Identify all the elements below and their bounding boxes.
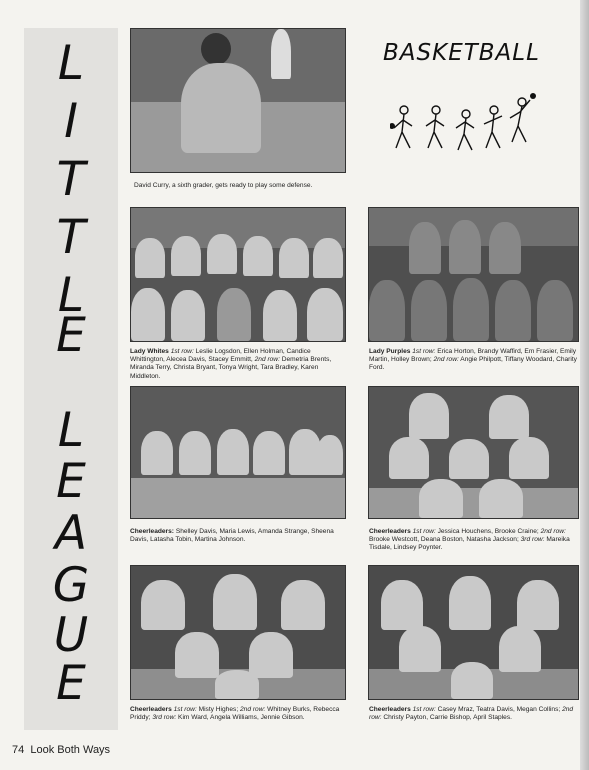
row-label: 1st row: [412, 706, 436, 713]
row-label: 1st row: [412, 348, 436, 355]
row-label: 1st row: [173, 706, 197, 713]
lady-purples-caption [369, 348, 577, 373]
row-names: Leslie Logsdon, Ellen Holman, Candice Whittington, Alecea Davis, Stacey Emmitt, [130, 348, 311, 364]
row-label: 1st row: [412, 528, 436, 535]
team-name: Cheerleaders [369, 528, 411, 535]
cheerleaders-caption-3 [130, 706, 346, 722]
heading-letter: L [57, 36, 85, 91]
row-label: 2nd row: [369, 706, 574, 722]
heading-letter: A [54, 506, 88, 561]
row-label: 3rd row: [520, 536, 545, 544]
basketball-players-icon [390, 92, 540, 164]
cheerleaders-photo-3 [130, 565, 346, 700]
cheerleaders-photo-2 [368, 386, 579, 519]
row-names: Kim Ward, Angela Williams, Jennie Gibson. [178, 714, 305, 722]
cheerleaders-caption-1 [130, 528, 346, 544]
row-label: 1st row: [170, 348, 194, 355]
row-names: Brooke Westcott, Deana Boston, Natasha Jackson; [369, 536, 519, 544]
cheerleaders-caption-4 [369, 706, 577, 722]
lady-purples-photo [368, 207, 579, 342]
team-name: Cheerleaders [369, 706, 411, 713]
heading-letter: E [56, 308, 86, 363]
heading-letter: I [64, 94, 78, 149]
heading-letter: E [56, 454, 86, 509]
cheerleaders-photo-1 [130, 386, 346, 519]
heading-letter: U [53, 608, 89, 663]
cheerleaders-photo-4 [368, 565, 579, 700]
row-names: Angie Philpott, Tiffany Woodard, Charity Ford. [369, 356, 577, 372]
row-names: Casey Mraz, Teatra Davis, Megan Collins; [437, 706, 561, 713]
heading-letter: T [56, 210, 86, 265]
row-names: Whitney Burks, Rebecca Priddy; [130, 706, 340, 722]
heading-letter: E [56, 656, 86, 711]
row-names: Erica Horton, Brandy Waffird, Em Frasier, Emily Martin, Holley Brown; [369, 348, 577, 364]
heading-letter: L [57, 268, 85, 323]
row-names: Christy Payton, Carrie Bishop, April Staples. [383, 714, 512, 722]
action-photo-caption: David Curry, a sixth grader, gets ready to play some defense. [134, 182, 313, 189]
heading-letter: L [57, 403, 85, 458]
page-number: 74 [12, 744, 25, 756]
row-names: Shelley Davis, Maria Lewis, Amanda Strange, Sheena Davis, Latasha Tobin, Martina Johnson. [130, 528, 334, 544]
cheerleaders-caption-2 [369, 528, 577, 553]
page-footer [12, 744, 110, 756]
row-names: Jessica Houchens, Brooke Craine; [437, 528, 539, 535]
row-label: 2nd row: [254, 356, 280, 364]
row-names: Mareika Tisdale, Lindsey Poynter. [369, 536, 570, 552]
row-label: 2nd row: [433, 356, 459, 364]
action-photo [130, 28, 346, 173]
book-title: Look Both Ways [30, 744, 111, 756]
team-name: Cheerleaders [130, 706, 172, 713]
row-names: Demetria Brents, Miranda Terry, Christa Bryant, Tonya Wright, Tara Bradley, Karen Middleton. [130, 356, 332, 380]
section-title: BASKETBALL [383, 40, 540, 66]
page-edge-shadow [580, 0, 589, 770]
lady-whites-photo [130, 207, 346, 342]
row-label: 2nd row: [240, 706, 266, 713]
row-label: 3rd row: [152, 714, 177, 722]
team-name: Lady Whites [130, 348, 169, 355]
row-names: Misty Highes; [198, 706, 239, 713]
row-label: 2nd row: [540, 528, 566, 535]
team-name: Lady Purples [369, 348, 411, 355]
lady-whites-caption [130, 348, 346, 381]
heading-letter: G [52, 558, 90, 613]
heading-letter: T [56, 152, 86, 207]
team-name: Cheerleaders: [130, 528, 174, 535]
